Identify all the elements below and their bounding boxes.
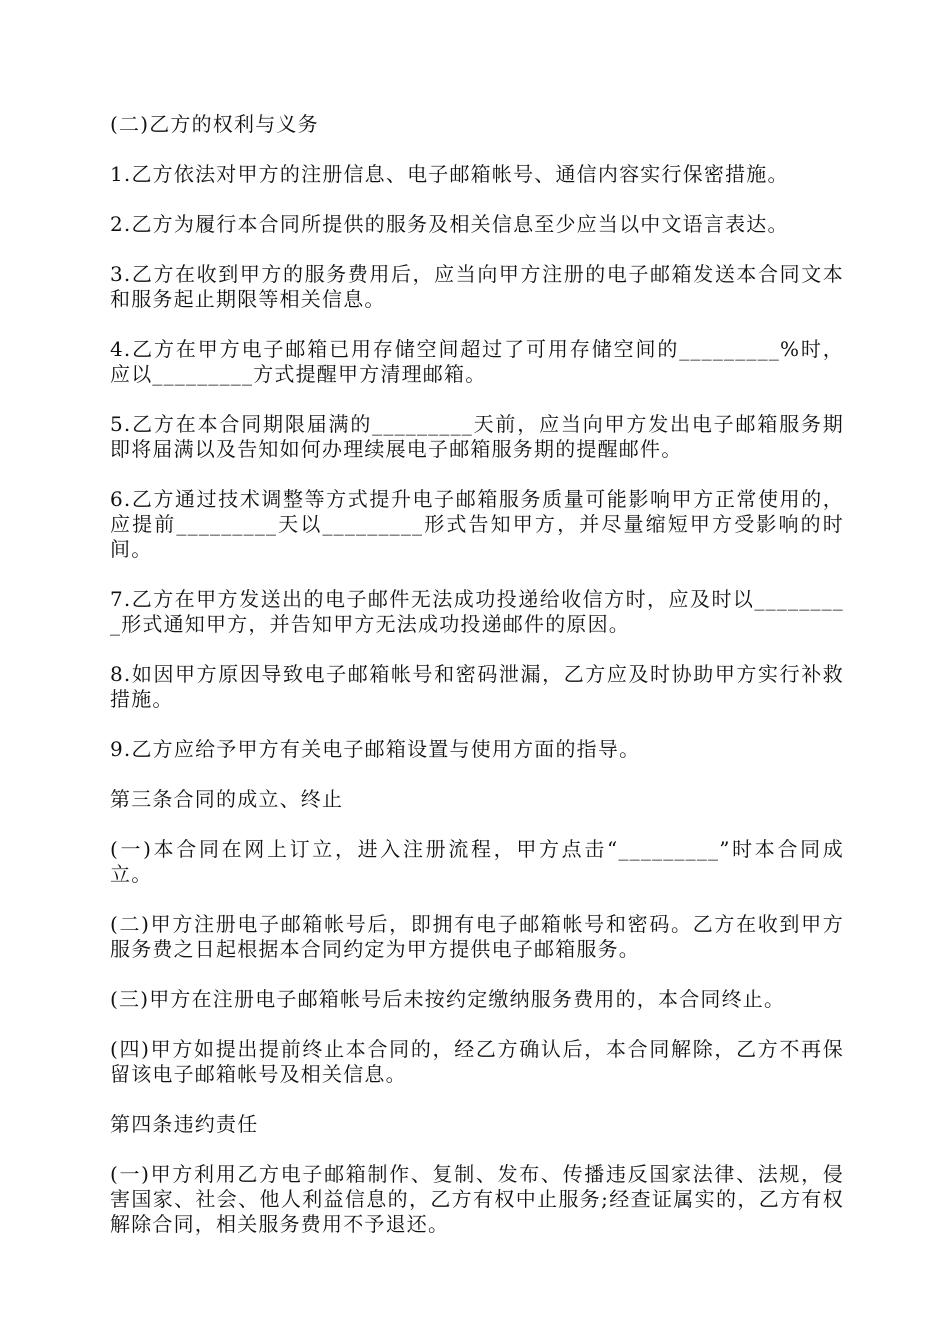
article-3-heading: 第三条合同的成立、终止 <box>110 787 344 811</box>
clause-2: 2.乙方为履行本合同所提供的服务及相关信息至少应当以中文语言表达。 <box>110 212 789 236</box>
clause-9: 9.乙方应给予甲方有关电子邮箱设置与使用方面的指导。 <box>110 737 641 761</box>
article-3-item-2: (二)甲方注册电子邮箱帐号后，即拥有电子邮箱帐号和密码。乙方在收到甲方服务费之日起根据本合同约定为甲方提供电子邮箱服务。 <box>110 912 844 961</box>
article-3-item-1: (一)本合同在网上订立，进入注册流程，甲方点击“_________”时本合同成立。 <box>110 837 844 886</box>
section-heading: (二)乙方的权利与义务 <box>110 112 319 136</box>
clause-5: 5.乙方在本合同期限届满的_________天前，应当向甲方发出电子邮箱服务期即将届满以及告知如何办理续展电子邮箱服务期的提醒邮件。 <box>110 412 844 461</box>
article-3-item-4: (四)甲方如提出提前终止本合同的，经乙方确认后，本合同解除，乙方不再保留该电子邮箱帐号及相关信息。 <box>110 1037 844 1086</box>
article-4-item-1: (一)甲方利用乙方电子邮箱制作、复制、发布、传播违反国家法律、法规，侵害国家、社会、他人利益信息的，乙方有权中止服务;经查证属实的，乙方有权解除合同，相关服务费用不予退还。 <box>110 1162 844 1236</box>
article-4-heading: 第四条违约责任 <box>110 1112 259 1136</box>
clause-1: 1.乙方依法对甲方的注册信息、电子邮箱帐号、通信内容实行保密措施。 <box>110 162 789 186</box>
clause-8: 8.如因甲方原因导致电子邮箱帐号和密码泄漏，乙方应及时协助甲方实行补救措施。 <box>110 662 844 711</box>
document-page <box>110 112 844 1262</box>
clause-7: 7.乙方在甲方发送出的电子邮件无法成功投递给收信方时，应及时以_________形式通知甲方，并告知甲方无法成功投递邮件的原因。 <box>110 587 844 636</box>
clause-4: 4.乙方在甲方电子邮箱已用存储空间超过了可用存储空间的_________%时，应以_________方式提醒甲方清理邮箱。 <box>110 337 844 386</box>
clause-3: 3.乙方在收到甲方的服务费用后，应当向甲方注册的电子邮箱发送本合同文本和服务起止期限等相关信息。 <box>110 262 844 311</box>
clause-6: 6.乙方通过技术调整等方式提升电子邮箱服务质量可能影响甲方正常使用的，应提前_________天以_________形式告知甲方，并尽量缩短甲方受影响的时间。 <box>110 487 844 561</box>
article-3-item-3: (三)甲方在注册电子邮箱帐号后未按约定缴纳服务费用的，本合同终止。 <box>110 987 786 1011</box>
